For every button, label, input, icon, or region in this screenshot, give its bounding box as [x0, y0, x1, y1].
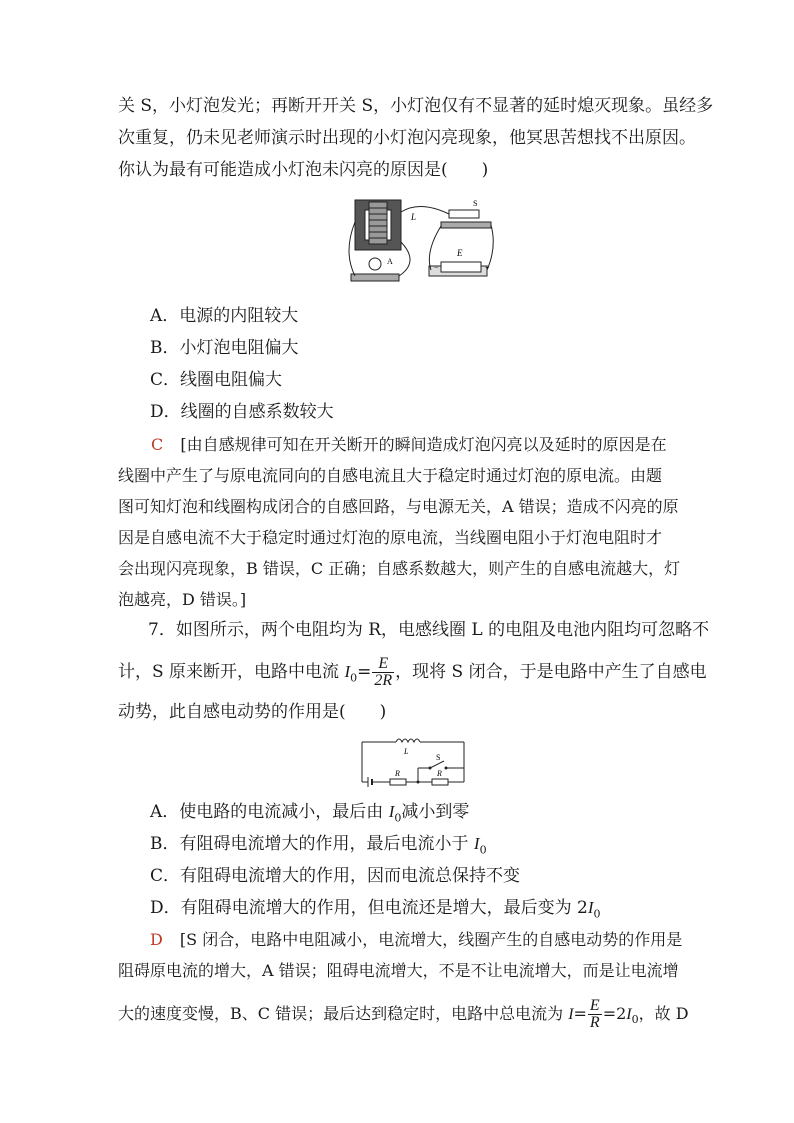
q6-option-d: D．线圈的自感系数较大	[150, 402, 334, 422]
q7-fraction-numerator: E	[372, 656, 394, 673]
q7-answer: D	[150, 930, 163, 949]
q7-option-b-sub: 0	[479, 843, 487, 857]
q7-fraction-denominator: 2R	[374, 672, 393, 689]
q7-symbol-I0: I	[344, 662, 351, 681]
q6-stem-line-3: 你认为最有可能造成小灯泡未闪亮的原因是( )	[118, 160, 489, 180]
q6-circuit-figure	[345, 192, 500, 290]
q6-label-L: L	[411, 212, 417, 222]
q7-exp-fraction	[588, 998, 602, 1031]
q7-label-L: L	[404, 747, 409, 756]
q6-explanation-line-3: 图可知灯泡和线圈构成闭合的自感回路，与电源无关，A 错误；造成不闪亮的原	[118, 497, 679, 516]
q6-option-a: A．电源的内阻较大	[150, 306, 299, 326]
q7-exp-end: ，故 D	[638, 1004, 689, 1023]
q7-option-c-text: C．有阻碍电流增大的作用，因而电流总保持不变	[150, 866, 521, 886]
q7-stem-text-b: ，现将 S 闭合，于是电路中产生了自感电	[395, 662, 707, 682]
q7-exp-symbol-I0: I	[626, 1006, 632, 1023]
q6-option-c: C．线圈电阻偏大	[150, 370, 283, 390]
q6-stem-line-2: 次重复，仍未见老师演示时出现的小灯泡闪亮现象，他冥思苦想找不出原因。	[118, 128, 696, 148]
q7-exp-symbol-I0-sub: 0	[631, 1013, 639, 1027]
q7-option-d	[150, 898, 601, 924]
q7-answer-line	[150, 930, 682, 950]
q7-option-a-tail: 减小到零	[401, 802, 470, 822]
q7-label-R2: R	[437, 769, 442, 778]
q7-option-d-sub: 0	[593, 907, 601, 921]
q7-symbol-I0-sub: 0	[350, 671, 358, 685]
q6-explanation-line-2: 线圈中产生了与原电流同向的自感电流且大于稳定时通过灯泡的原电流。由题	[118, 466, 663, 485]
q7-option-c	[150, 866, 520, 886]
q6-explanation-line-6: 泡越亮，D 错误。]	[118, 590, 247, 609]
q7-label-R1: R	[395, 769, 400, 778]
q7-option-d-text: D．有阻碍电流增大的作用，但电流还是增大，最后变为 2	[150, 898, 588, 918]
q7-option-a-sub: 0	[394, 811, 402, 825]
q7-option-a	[150, 802, 469, 828]
q6-label-A: A	[387, 257, 393, 266]
q6-answer: C	[151, 435, 164, 454]
q6-option-b: B．小灯泡电阻偏大	[150, 338, 299, 358]
q7-stem-text-a: 计，S 原来断开，电路中电流	[118, 662, 345, 682]
q6-explanation-line-5: 会出现闪亮现象，B 错误，C 正确；自感系数越大，则产生的自感电流越大，灯	[118, 559, 681, 578]
q7-explanation-line-3	[118, 998, 689, 1031]
q6-label-minus: −	[434, 263, 439, 272]
q7-option-a-text: A．使电路的电流减小，最后由	[150, 802, 389, 822]
q6-explanation-line-4: 因是自感电流不大于稳定时通过灯泡的原电流，当线圈电阻小于灯泡电阻时才	[118, 528, 663, 547]
q7-explanation-text-a: 大的速度变慢，B、C 错误；最后达到稳定时，电路中总电流为	[118, 1004, 569, 1023]
q7-exp-fraction-denominator: R	[589, 1014, 600, 1031]
q6-label-E: E	[457, 248, 463, 258]
q7-explanation-line-1: [S 闭合，电路中电阻减小，电流增大，线圈产生的自感电动势的作用是	[179, 930, 683, 949]
q7-label-S: S	[436, 753, 441, 762]
q6-explanation-line-1: [由自感规律可知在开关断开的瞬间造成灯泡闪亮以及延时的原因是在	[180, 435, 667, 454]
q7-option-b-symbol: I	[473, 834, 480, 853]
q7-equals: =	[357, 662, 372, 682]
q7-fraction	[372, 656, 394, 689]
q6-answer-line	[151, 435, 667, 455]
q7-option-a-symbol: I	[388, 802, 395, 821]
q7-stem-line-2	[118, 656, 707, 689]
q6-label-S: S	[473, 199, 478, 208]
q6-stem-line-1: 关 S，小灯泡发光；再断开开关 S，小灯泡仅有不显著的延时熄灭现象。虽经多	[118, 96, 714, 116]
q7-exp-fraction-numerator: E	[589, 997, 600, 1014]
q7-stem-line-3: 动势，此自感电动势的作用是( )	[118, 702, 387, 722]
q7-explanation-line-2: 阻碍原电流的增大，A 错误；阻碍电流增大，不是不让电流增大，而是让电流增	[118, 961, 679, 980]
q7-exp-symbol-I: I	[568, 1006, 574, 1023]
q7-option-b-text: B．有阻碍电流增大的作用，最后电流小于	[150, 834, 474, 854]
q7-circuit-figure	[358, 732, 470, 788]
q7-exp-tail: =2	[602, 1004, 627, 1023]
q7-stem-line-1: 7．如图所示，两个电阻均为 R，电感线圈 L 的电阻及电池内阻均可忽略不	[148, 620, 710, 640]
q6-label-plus: +	[485, 263, 490, 272]
q7-option-b	[150, 834, 487, 860]
q7-option-d-symbol: I	[587, 898, 594, 917]
q7-exp-equals: =	[573, 1004, 587, 1023]
